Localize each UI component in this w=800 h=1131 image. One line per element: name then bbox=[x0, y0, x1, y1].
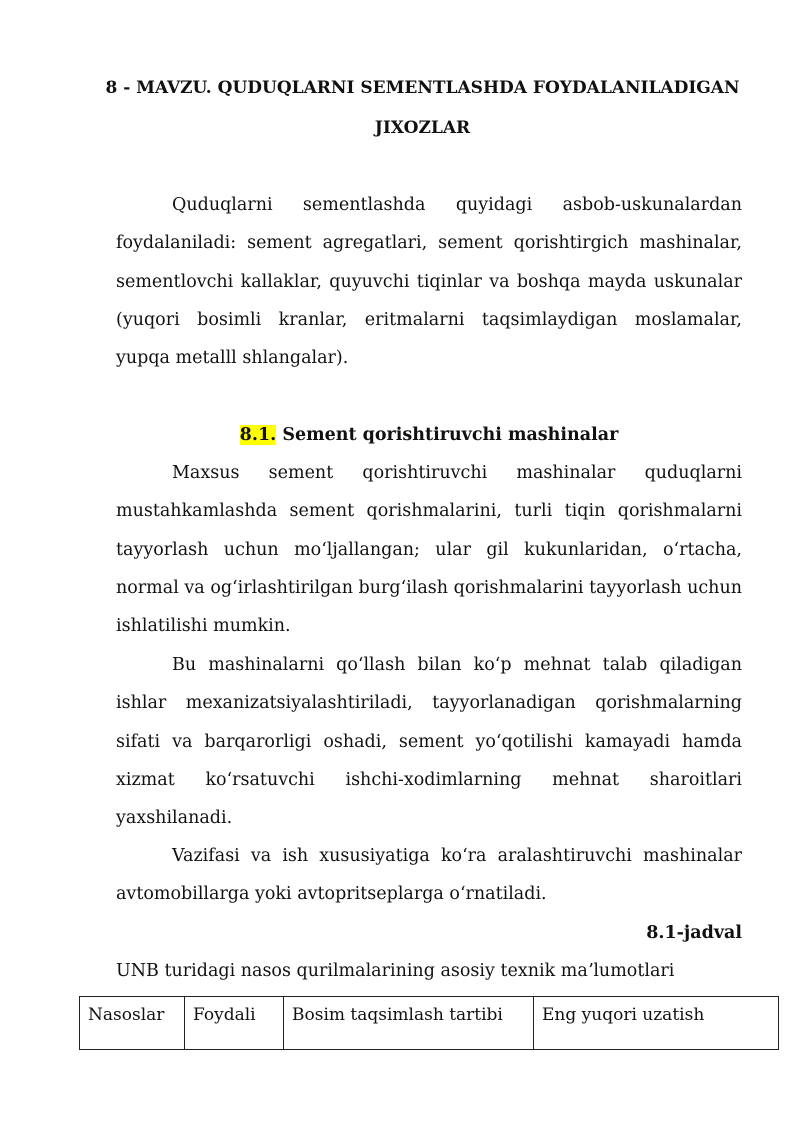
section-paragraph-2: Bu mashinalarni qoʻllash bilan koʻp mehnat talab qiladigan ishlar mexanizatsiyalashtiriladi, tayyorlanadigan qorishmalarning sifati va barqarorligi oshadi, sement yoʻqotilishi kamayadi hamda xizmat koʻrsatuvchi ishchi-xodimlarning mehnat sharoitlari yaxshilanadi. bbox=[116, 655, 742, 829]
section-number: 8.1. bbox=[239, 425, 277, 445]
table-caption: UNB turidagi nasos qurilmalarining asosiy texnik maʼlumotlari bbox=[116, 961, 675, 981]
section-title: Sement qorishtiruvchi mashinalar bbox=[282, 425, 619, 445]
document-title-line-1: 8 - MAVZU. QUDUQLARNI SEMENTLASHDA FOYDALANILADIGAN bbox=[105, 78, 740, 98]
table-header-cell: Bosim taqsimlash tartibi bbox=[284, 997, 534, 1050]
section-paragraph-3: Vazifasi va ish xususiyatiga koʻra aralashtiruvchi mashinalar avtomobillarga yoki avtopritseplarga oʻrnatiladi. bbox=[116, 846, 742, 905]
table-header-cell: Foydali bbox=[185, 997, 284, 1050]
table-header-cell: Eng yuqori uzatish bbox=[534, 997, 779, 1050]
intro-paragraph: Quduqlarni sementlashda quyidagi asbob-uskunalardan foydalaniladi: sement agregatlari, sement qorishtirgich mashinalar, sementlovchi kallaklar, quyuvchi tiqinlar va boshqa mayda uskunalar (yuqori bosimli kranlar, eritmalarni taqsimlaydigan moslamalar, yupqa metalll shlangalar). bbox=[116, 195, 742, 369]
section-heading bbox=[116, 420, 742, 450]
section-paragraph-1: Maxsus sement qorishtiruvchi mashinalar quduqlarni mustahkamlashda sement qorishmalarini, turli tiqin qorishmalarni tayyorlash uchun moʻljallangan; ular gil kukunlaridan, oʻrtacha, normal va ogʻirlashtirilgan burgʻilash qorishmalarini tayyorlash uchun ishlatilishi mumkin. bbox=[116, 463, 742, 637]
table-header-cell: Nasoslar bbox=[80, 997, 185, 1050]
specs-table bbox=[79, 996, 779, 1050]
document-title-line-2: JIXOZLAR bbox=[374, 118, 471, 138]
table-header-row bbox=[80, 997, 779, 1050]
table-reference: 8.1-jadval bbox=[646, 923, 742, 943]
